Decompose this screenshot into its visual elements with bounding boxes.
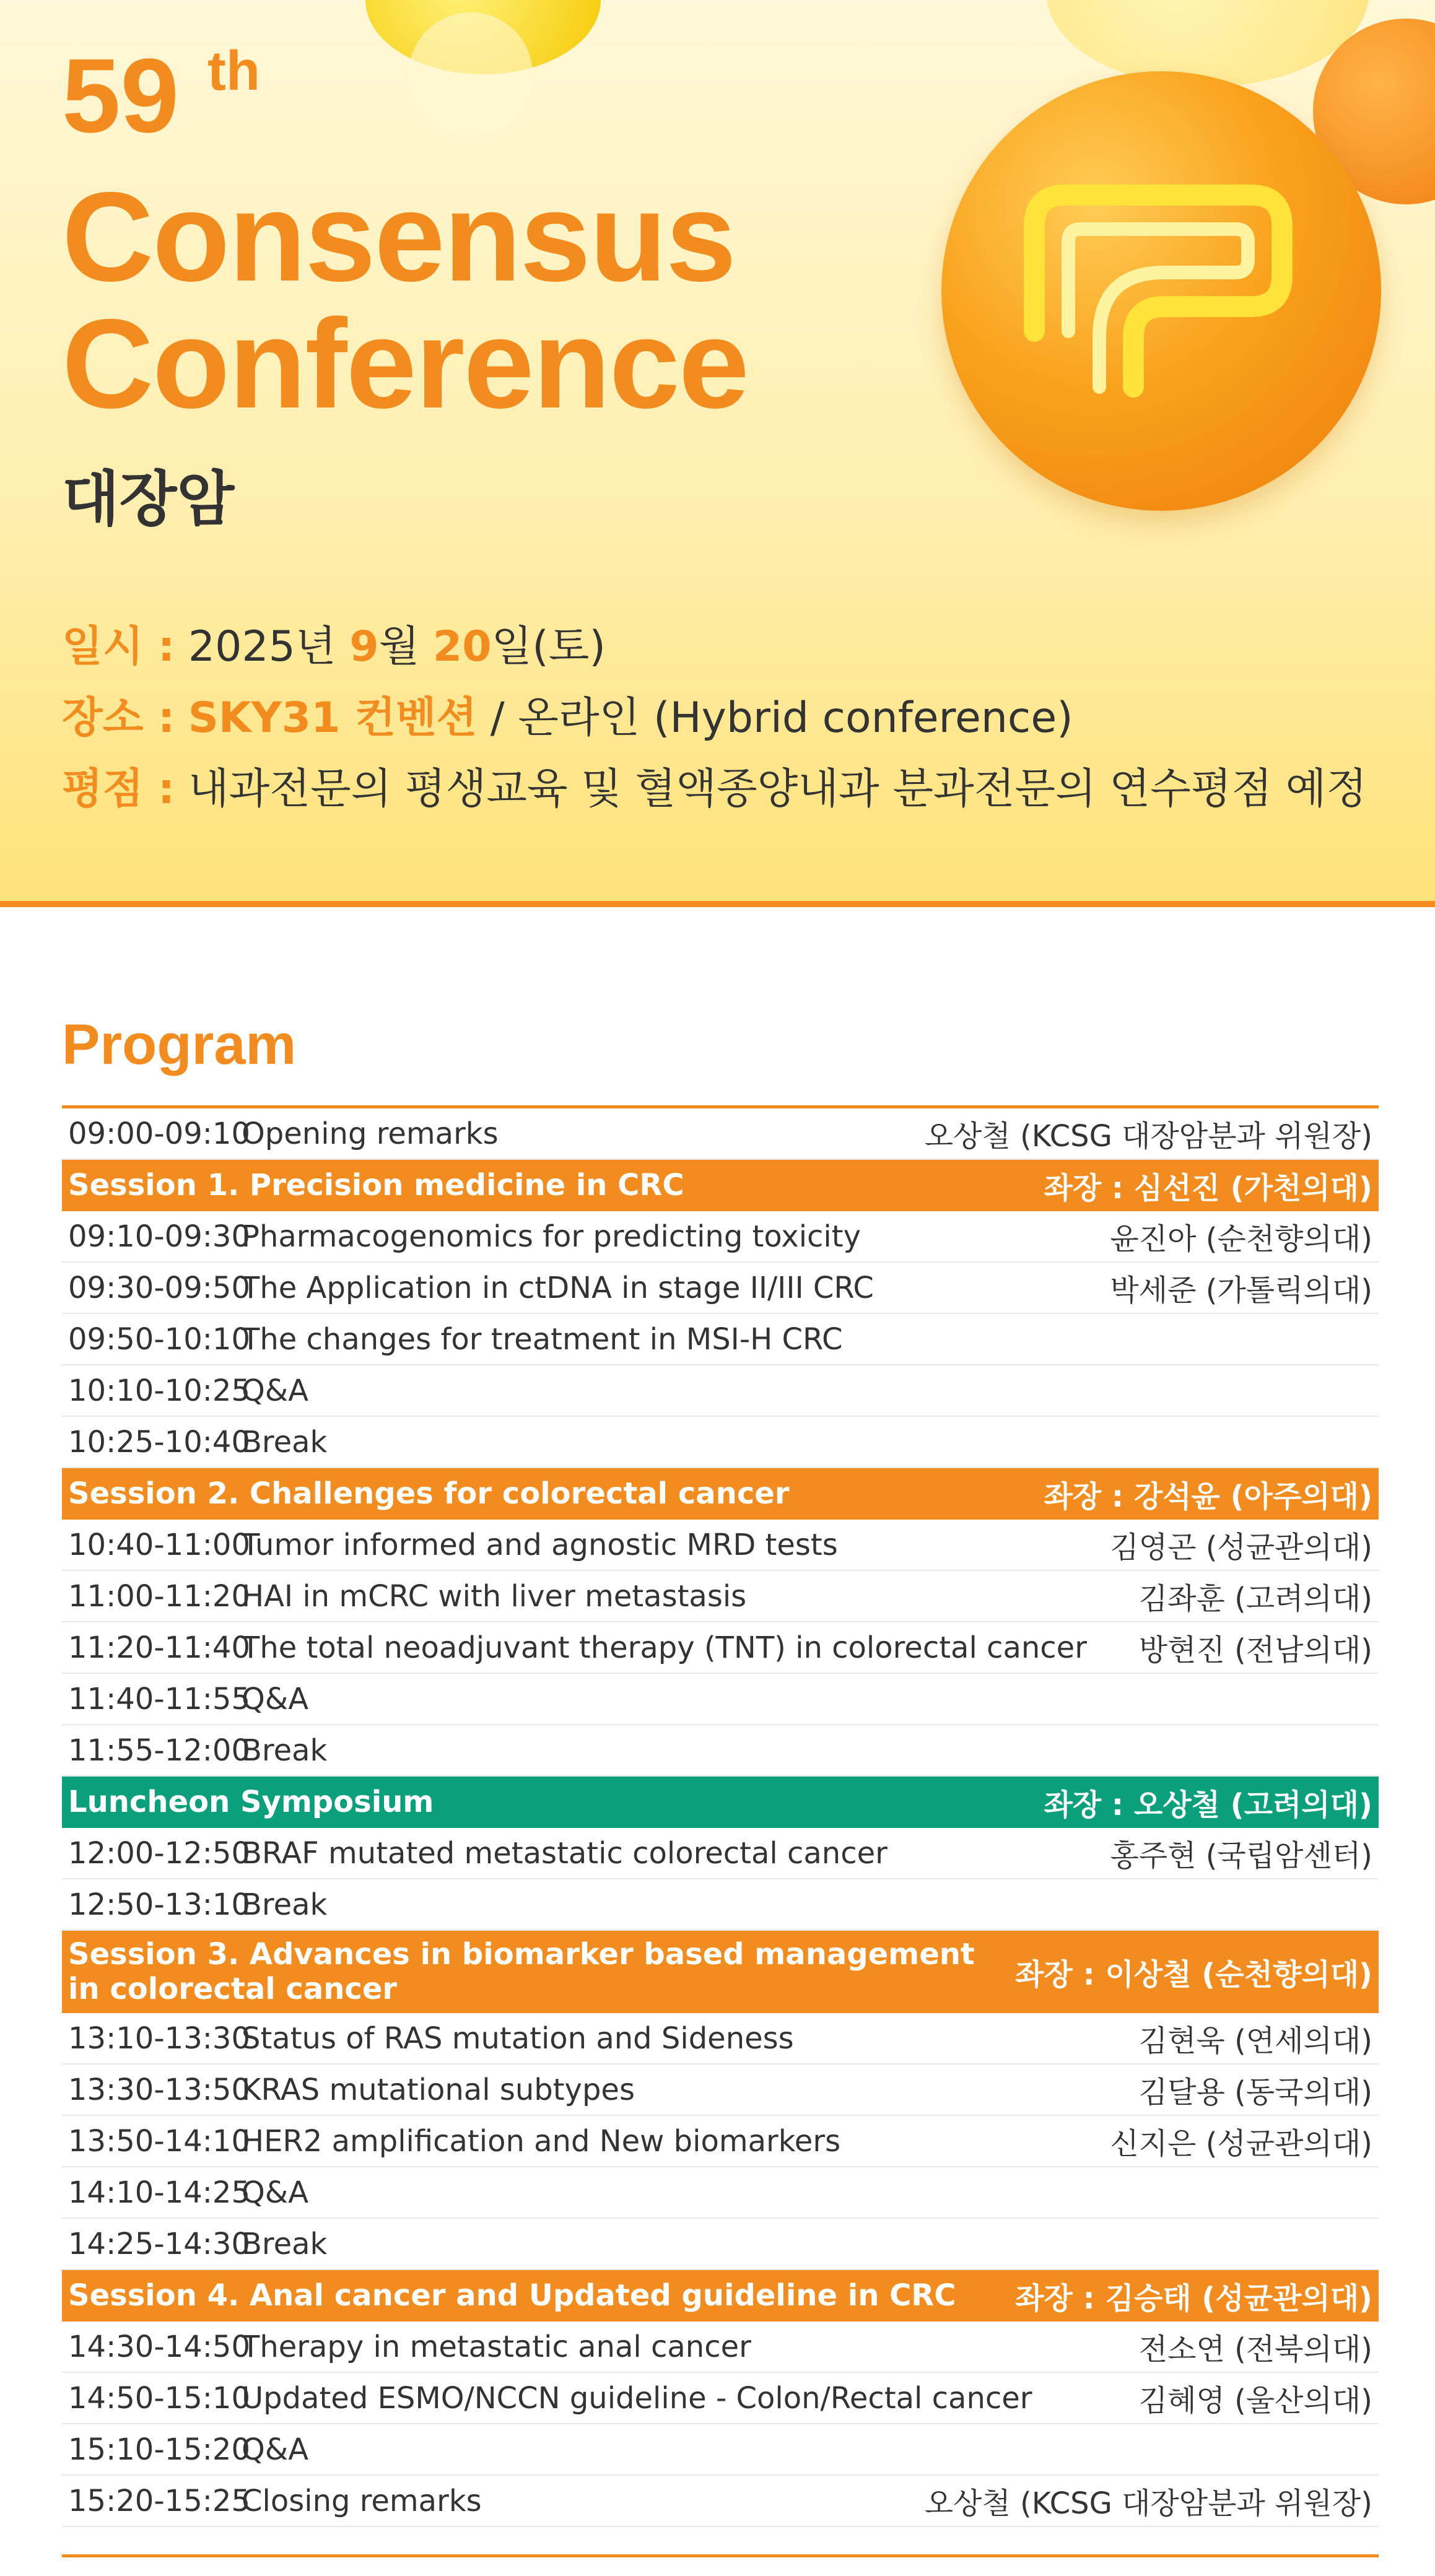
credit-label: 평점 : [62,765,175,814]
row-time: 12:50-13:10 [68,1887,250,1922]
row-speaker: 오상철 (KCSG 대장암분과 위원장) [924,2486,1372,2521]
row-title: Break [242,2226,328,2261]
row-title: Tumor informed and agnostic MRD tests [242,1527,838,1562]
session-title [68,1938,1015,2006]
row-time: 10:10-10:25 [68,1373,250,1408]
row-time: 12:00-12:50 [68,1835,250,1871]
session-title-line-2: in colorectal cancer [68,1971,398,2006]
schedule-row [62,2219,1379,2270]
row-speaker: 오상철 (KCSG 대장암분과 위원장) [924,1119,1372,1154]
row-title: The Application in ctDNA in stage II/III CRC [242,1270,874,1305]
schedule-row [62,1725,1379,1777]
row-title: Status of RAS mutation and Sideness [242,2021,794,2056]
row-speaker: 박세준 (가톨릭의대) [1110,1273,1372,1308]
row-title: Updated ESMO/NCCN guideline - Colon/Rectal cancer [242,2380,1032,2416]
schedule-row [62,2424,1379,2476]
venue-name: SKY31 컨벤션 [188,694,478,742]
row-time: 14:10-14:25 [68,2175,250,2210]
row-title: Closing remarks [242,2483,482,2518]
program-schedule [62,1105,1379,2527]
row-time: 11:00-11:20 [68,1578,250,1614]
schedule-row [62,1108,1379,1160]
row-time: 11:55-12:00 [68,1733,250,1768]
schedule-row [62,1622,1379,1674]
session-header [62,1160,1379,1211]
program-title: Program [62,1013,297,1076]
schedule-row [62,1520,1379,1571]
row-speaker: 전소연 (전북의대) [1138,2332,1372,2367]
row-time: 10:40-11:00 [68,1527,250,1562]
date-part2: 월 [378,622,433,671]
schedule-row [62,1417,1379,1468]
schedule-row [62,1263,1379,1314]
session-title [68,1477,1044,1511]
schedule-row [62,2167,1379,2219]
date-part1: 2025년 [188,622,350,671]
session-header [62,1777,1379,1828]
row-time: 09:00-09:10 [68,1116,250,1151]
colon-icon [941,71,1381,511]
date-line [62,613,606,673]
row-time: 15:10-15:20 [68,2432,250,2467]
schedule-row [62,1365,1379,1417]
row-title: Break [242,1733,328,1768]
row-time: 15:20-15:25 [68,2483,250,2518]
row-speaker: 김영곤 (성균관의대) [1110,1530,1372,1565]
edition-number: 59 [62,37,180,155]
schedule-row [62,1314,1379,1365]
row-title: The total neoadjuvant therapy (TNT) in colorectal cancer [242,1630,1087,1665]
row-time: 13:10-13:30 [68,2021,250,2056]
schedule-row [62,1674,1379,1725]
row-speaker: 방현진 (전남의대) [1138,1633,1372,1668]
row-speaker: 윤진아 (순천향의대) [1110,1222,1372,1256]
row-time: 09:50-10:10 [68,1321,250,1357]
schedule-row [62,1828,1379,1879]
row-speaker: 김달용 (동국의대) [1138,2075,1372,2110]
row-time: 10:25-10:40 [68,1424,250,1460]
session-title [68,1785,1044,1819]
session-header [62,1468,1379,1520]
session-title [68,2279,1015,2313]
row-title: Pharmacogenomics for predicting toxicity [242,1219,861,1254]
row-time: 13:50-14:10 [68,2123,250,2159]
row-title: Q&A [242,1373,309,1408]
session-chair: 좌장 : 김승태 (성균관의대) [1015,2281,1372,2316]
session-chair: 좌장 : 이상철 (순천향의대) [1015,1957,1372,1992]
session-title-line: Session 3. Advances in biomarker based management [68,1937,975,1972]
session-title-line: Session 1. Precision medicine in CRC [68,1167,684,1203]
row-time: 14:25-14:30 [68,2226,250,2261]
row-time: 14:30-14:50 [68,2329,250,2364]
row-title: BRAF mutated metastatic colorectal cancer [242,1835,888,1871]
schedule-row [62,2321,1379,2373]
schedule-row [62,2065,1379,2116]
row-title: Break [242,1887,328,1922]
row-time: 14:50-15:10 [68,2380,250,2416]
row-title: Opening remarks [242,1116,499,1151]
bottom-divider [62,2554,1379,2557]
row-time: 11:40-11:55 [68,1681,250,1717]
schedule-row [62,2013,1379,2065]
row-title: Q&A [242,2175,309,2210]
row-title: Q&A [242,1681,309,1717]
title-line-2: Conference [62,293,748,435]
venue-rest: / 온라인 (Hybrid conference) [477,694,1073,742]
row-title: Q&A [242,2432,309,2467]
schedule-row [62,1211,1379,1263]
row-time: 11:20-11:40 [68,1630,250,1665]
session-title [68,1168,1044,1203]
date-month: 9 [349,622,379,671]
row-title: Break [242,1424,328,1460]
venue-line [62,684,1073,744]
credit-text: 내과전문의 평생교육 및 혈액종양내과 분과전문의 연수평점 예정 [188,765,1367,814]
row-time: 09:30-09:50 [68,1270,250,1305]
session-title-line: Luncheon Symposium [68,1784,434,1819]
date-day: 20 [432,622,492,671]
schedule-row [62,1879,1379,1931]
row-time: 09:10-09:30 [68,1219,250,1254]
session-header [62,2270,1379,2321]
row-title: Therapy in metastatic anal cancer [242,2329,751,2364]
title-line-1: Consensus [62,166,735,308]
row-speaker: 김혜영 (울산의대) [1138,2383,1372,2418]
date-label: 일시 : [62,622,175,671]
edition-suffix: th [207,40,260,102]
row-time: 13:30-13:50 [68,2072,250,2107]
session-header [62,1931,1379,2013]
session-title-line: Session 2. Challenges for colorectal cancer [68,1476,790,1511]
session-title-line: Session 4. Anal cancer and Updated guideline in CRC [68,2278,956,2313]
session-chair: 좌장 : 강석윤 (아주의대) [1044,1479,1372,1514]
row-speaker: 홍주현 (국립암센터) [1110,1838,1372,1873]
schedule-row [62,1571,1379,1622]
row-title: The changes for treatment in MSI-H CRC [242,1321,843,1357]
row-speaker: 김좌훈 (고려의대) [1138,1582,1372,1616]
session-chair: 좌장 : 오상철 (고려의대) [1044,1788,1372,1822]
session-chair: 좌장 : 심선진 (가천의대) [1044,1171,1372,1206]
row-title: KRAS mutational subtypes [242,2072,635,2107]
subject-title: 대장암 [62,464,235,534]
row-speaker: 김현욱 (연세의대) [1138,2024,1372,2058]
row-title: HER2 amplification and New biomarkers [242,2123,841,2159]
date-part3: 일(토) [491,622,606,671]
venue-label: 장소 : [62,694,175,742]
row-speaker: 신지은 (성균관의대) [1110,2126,1372,2161]
schedule-row [62,2373,1379,2424]
schedule-row [62,2476,1379,2527]
schedule-row [62,2116,1379,2167]
decorative-bubble [409,12,533,136]
row-title: HAI in mCRC with liver metastasis [242,1578,747,1614]
hero-banner [0,0,1435,907]
credit-line [62,755,1367,816]
